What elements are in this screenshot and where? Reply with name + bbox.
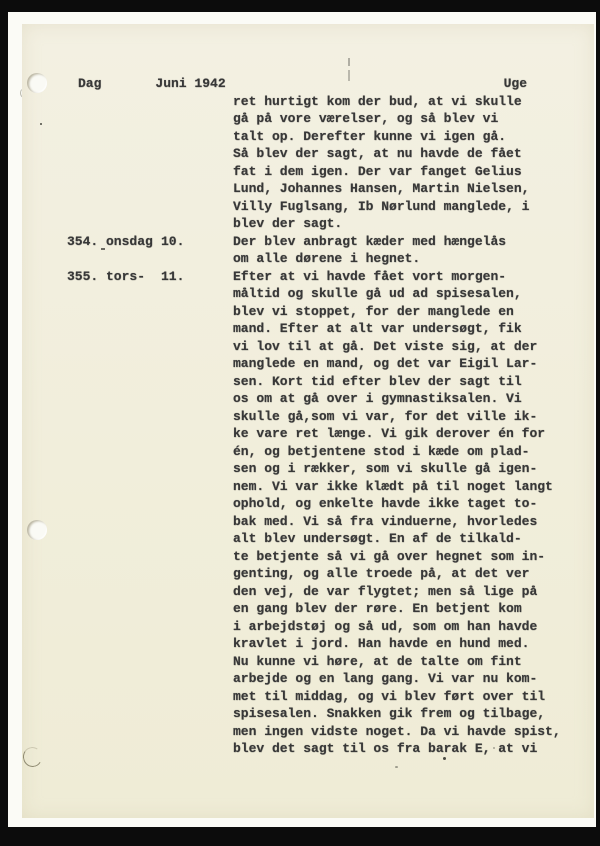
ink-speck <box>395 766 398 768</box>
text-line: gå på vore værelser, og så blev vi <box>233 111 499 126</box>
text-line: i arbejdstøj og så ud, som om han havde <box>233 618 538 634</box>
diary-entry <box>67 233 594 268</box>
header-month-year: Juni 1942 <box>155 76 226 91</box>
text-line: ophold, og enkelte havde ikke taget to- <box>233 496 538 511</box>
text-line: Villy Fuglsang, Ib Nørlund manglede, i <box>233 198 530 214</box>
text-line: te betjente så vi gå over hegnet som in- <box>233 548 546 564</box>
text-line: fat i dem igen. Der var fanget Gelius <box>233 163 522 179</box>
text-line: nem. Vi var ikke klædt på til noget langt <box>233 478 553 494</box>
header-day-label: Dag <box>78 76 102 91</box>
text-line: blev der sagt. <box>233 216 343 231</box>
text-line: Lund, Johannes Hansen, Martin Nielsen, <box>233 181 530 196</box>
typewritten-text <box>22 75 594 758</box>
text-line: om alle dørene i hegnet. <box>233 251 421 266</box>
text-line: Så blev der sagt, at nu havde de fået <box>233 146 522 161</box>
text-line: genting, og alle troede på, at det ver <box>233 566 530 581</box>
text-line: bak med. Vi så fra vinduerne, hvorledes <box>233 513 538 529</box>
text-line: arbejde og en lang gang. Vi var nu kom- <box>233 671 538 686</box>
entry-day-number: 11. <box>161 268 185 284</box>
text-line: kravlet i jord. Han havde en hund med. <box>233 636 530 651</box>
text-line: sen. Kort tid efter blev der sagt til <box>233 373 522 389</box>
entry-date: 355. tors- <box>67 268 146 284</box>
entry-body <box>233 93 529 233</box>
entry-date: 354. onsdag <box>67 233 153 249</box>
text-line: alt blev undersøgt. En af de tilkald- <box>233 531 522 546</box>
entry-body <box>233 233 506 268</box>
text-line: blev det sagt til os fra barak E, at vi <box>233 741 538 756</box>
diary-paper <box>22 24 594 818</box>
text-line: mand. Efter at alt var undersøgt, fik <box>233 321 522 336</box>
ink-smudge <box>348 58 350 66</box>
text-line: skulle gå,som vi var, for det ville ik- <box>233 408 538 424</box>
text-line: den vej, de var flygtet; men så lige på <box>233 583 538 599</box>
text-line: sen og i rækker, som vi skulle gå igen- <box>233 461 538 476</box>
entry-body <box>233 268 561 758</box>
text-line: Der blev anbragt kæder med hængelås <box>233 233 507 249</box>
text-line: blev vi stoppet, for der manglede en <box>233 303 514 319</box>
entry-day-number: 10. <box>161 233 185 249</box>
text-line: spisesalen. Snakken gik frem og tilbage, <box>233 706 546 721</box>
text-line: manglede en mand, og det var Eigil Lar- <box>233 356 538 371</box>
text-line: måltid og skulle gå ud ad spisesalen, <box>233 286 522 301</box>
page-header <box>67 75 594 93</box>
text-line: vi lov til at gå. Det viste sig, at der <box>233 338 538 354</box>
text-line: en gang blev der røre. En betjent kom <box>233 601 522 616</box>
text-line: ke vare ret længe. Vi gik derover én for <box>233 426 546 441</box>
text-line: Nu kunne vi høre, at de talte om fint <box>233 653 522 669</box>
text-line: men ingen vidste noget. Da vi havde spist, <box>233 723 561 739</box>
diary-entry <box>67 268 594 758</box>
text-line: met til middag, og vi blev ført over til <box>233 688 546 704</box>
text-line: ret hurtigt kom der bud, at vi skulle <box>233 93 522 109</box>
text-line: én, og betjentene stod i kæde om plad- <box>233 443 530 459</box>
text-line: os om at gå over i gymnastiksalen. Vi <box>233 391 522 406</box>
diary-entry <box>67 93 594 233</box>
text-line: Efter at vi havde fået vort morgen- <box>233 268 507 284</box>
text-line: talt op. Derefter kunne vi igen gå. <box>233 128 507 144</box>
header-week-label: Uge <box>503 76 528 91</box>
